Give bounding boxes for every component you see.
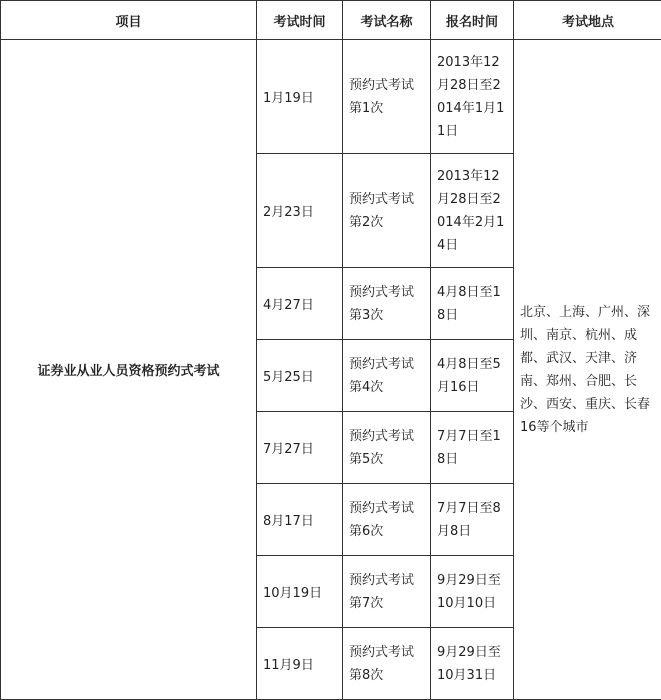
- exam-name-cell: 预约式考试第8次: [343, 628, 431, 700]
- exam-name-cell: 预约式考试第7次: [343, 556, 431, 628]
- header-row: [1, 1, 661, 40]
- exam-date-cell: 2月23日: [257, 154, 343, 268]
- header-exam-date: 考试时间: [257, 1, 343, 40]
- registration-cell: 7月7日至8月8日: [431, 484, 514, 556]
- exam-date-cell: 8月17日: [257, 484, 343, 556]
- exam-date-cell: 4月27日: [257, 268, 343, 340]
- table-row: [1, 40, 661, 154]
- registration-cell: 2013年12月28日至2014年1月11日: [431, 40, 514, 154]
- registration-cell: 9月29日至10月31日: [431, 628, 514, 700]
- registration-cell: 2013年12月28日至2014年2月14日: [431, 154, 514, 268]
- header-exam-name: 考试名称: [343, 1, 431, 40]
- exam-name-cell: 预约式考试第4次: [343, 340, 431, 412]
- exam-date-cell: 5月25日: [257, 340, 343, 412]
- exam-date-cell: 7月27日: [257, 412, 343, 484]
- exam-name-cell: 预约式考试第6次: [343, 484, 431, 556]
- exam-name-cell: 预约式考试第2次: [343, 154, 431, 268]
- exam-name-cell: 预约式考试第3次: [343, 268, 431, 340]
- registration-cell: 9月29日至10月10日: [431, 556, 514, 628]
- header-item: 项目: [1, 1, 257, 40]
- exam-date-cell: 10月19日: [257, 556, 343, 628]
- header-exam-location: 考试地点: [514, 1, 661, 40]
- registration-cell: 4月8日至18日: [431, 268, 514, 340]
- project-name: 证券业从业人员资格预约式考试: [1, 40, 257, 700]
- exam-date-cell: 1月19日: [257, 40, 343, 154]
- exam-name-cell: 预约式考试第1次: [343, 40, 431, 154]
- registration-cell: 4月8日至5月16日: [431, 340, 514, 412]
- exam-date-cell: 11月9日: [257, 628, 343, 700]
- exam-location: 北京、上海、广州、深圳、南京、杭州、成都、武汉、天津、济南、郑州、合肥、长沙、西安、重庆、长春16等个城市: [514, 40, 661, 700]
- registration-cell: 7月7日至18日: [431, 412, 514, 484]
- exam-name-cell: 预约式考试第5次: [343, 412, 431, 484]
- header-registration-period: 报名时间: [431, 1, 514, 40]
